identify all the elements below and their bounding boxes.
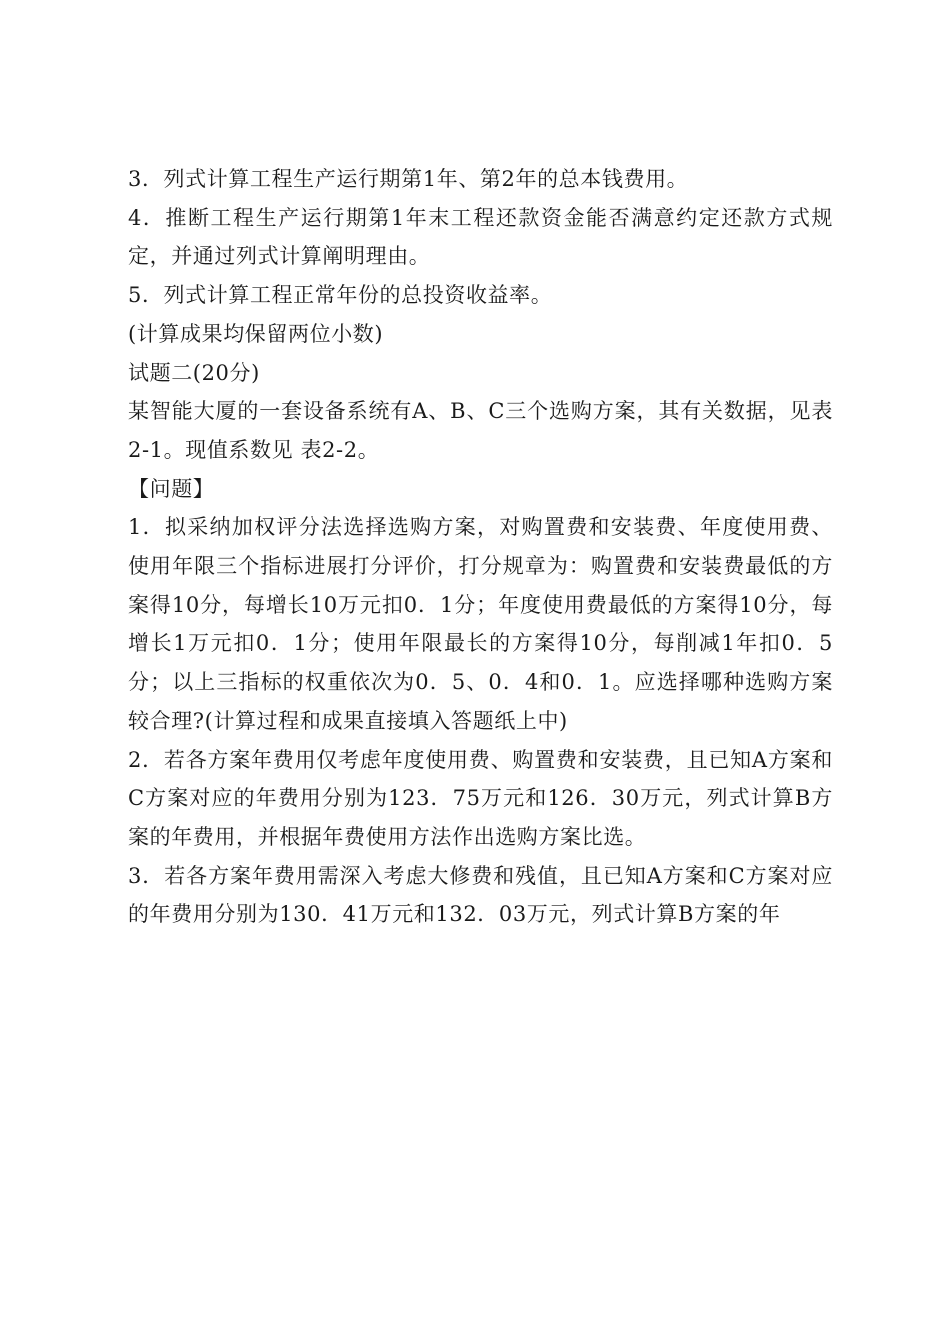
paragraph-item-1: 1．拟采纳加权评分法选择选购方案，对购置费和安装费、年度使用费、使用年限三个指标进展打分评价，打分规章为：购置费和安装费最低的方案得10分，每增长10万元扣0．1分；年度使用费最低的方案得10分，每增长1万元扣0．1分；使用年限最长的方案得10分，每削减1年扣0．5分；以上三指标的权重依次为0．5、0．4和0．1。应选择哪种选购方案较合理?(计算过程和成果直接填入答题纸上中) [128, 515, 833, 733]
paragraph-note: (计算成果均保留两位小数) [128, 321, 384, 346]
paragraph-question-4: 4．推断工程生产运行期第1年末工程还款资金能否满意约定还款方式规定，并通过列式计算阐明理由。 [128, 205, 833, 269]
paragraph-question-5: 5．列式计算工程正常年份的总投资收益率。 [128, 283, 553, 308]
section-heading-problem-2: 试题二(20分) [128, 360, 260, 385]
paragraph-item-2: 2．若各方案年费用仅考虑年度使用费、购置费和安装费，且已知A方案和C方案对应的年费用分别为123．75万元和126．30万元，列式计算B方案的年费用，并根据年费使用方法作出选购方案比选。 [128, 747, 833, 849]
paragraph-question-3: 3．列式计算工程生产运行期第1年、第2年的总本钱费用。 [128, 167, 689, 191]
paragraph-item-3: 3．若各方案年费用需深入考虑大修费和残值，且已知A方案和C方案对应的年费用分别为130．41万元和132．03万元，列式计算B方案的年 [128, 863, 833, 927]
paragraph-problem-intro: 某智能大厦的一套设备系统有A、B、C三个选购方案，其有关数据，见表2-1。现值系数见 表2-2。 [128, 399, 833, 462]
document-body [128, 160, 833, 934]
questions-heading: 【问题】 [128, 476, 215, 501]
